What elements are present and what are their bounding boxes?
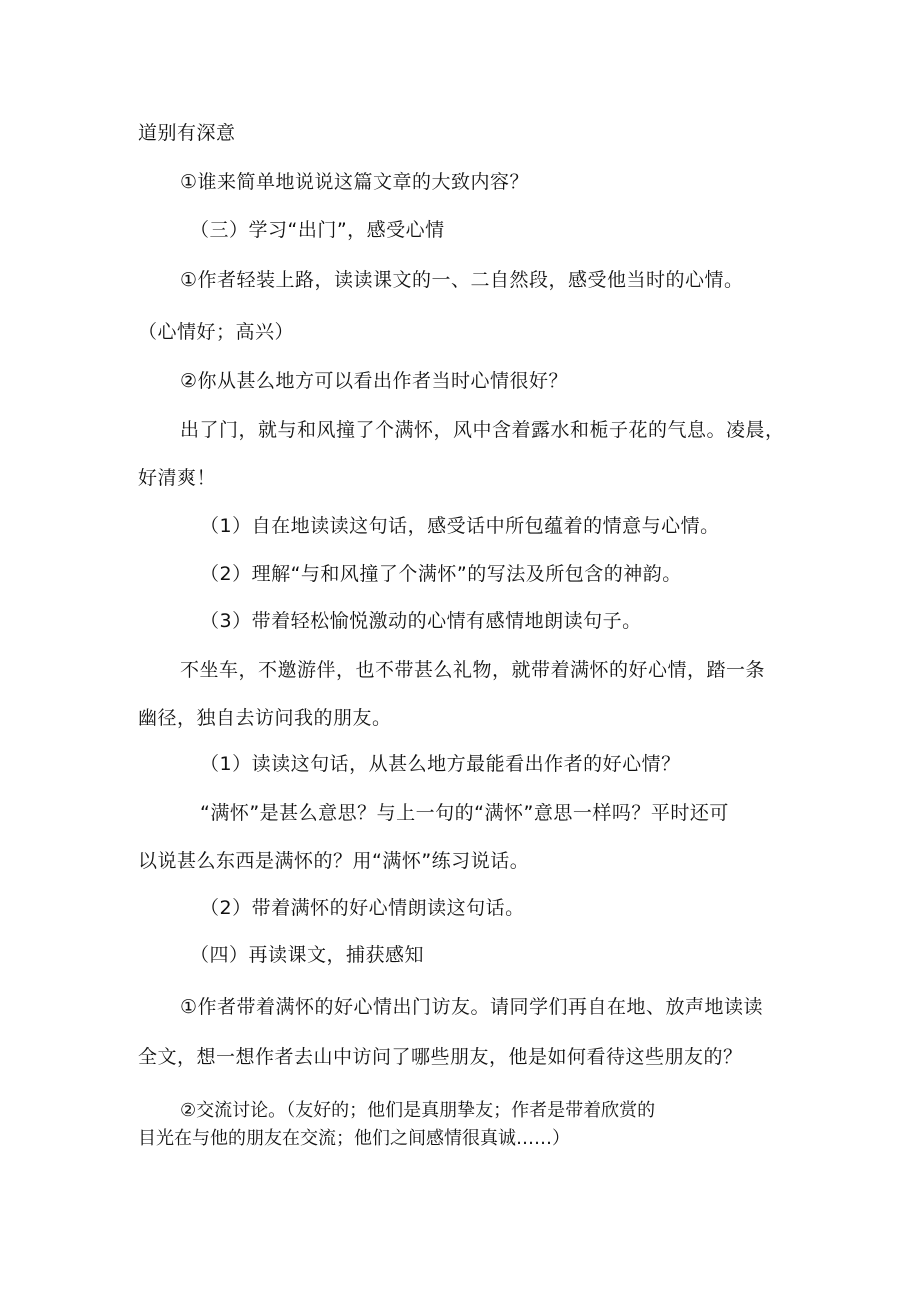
section-heading-3: （三）学习“出门”，感受心情 [190, 219, 445, 241]
text-line-22: 目光在与他的朋友在交流；他们之间感情很真诚……） [138, 1128, 570, 1149]
text-line-1: 道别有深意 [138, 122, 236, 144]
text-line-9: （1）自在地读读这句话，感受话中所包蕴着的情意与心情。 [200, 515, 720, 537]
text-line-14: （1）读读这句话，从甚么地方最能看出作者的好心情？ [200, 753, 681, 775]
text-line-21: ②交流讨论。（友好的；他们是真朋挚友；作者是带着欣赏的 [180, 1100, 656, 1121]
section-heading-18: （四）再读课文，捕获感知 [190, 944, 425, 966]
text-line-7: 出了门，就与和风撞了个满怀，风中含着露水和栀子花的气息。凌晨， [180, 419, 785, 441]
text-line-8: 好清爽！ [138, 467, 217, 489]
text-line-19: ①作者带着满怀的好心情出门访友。请同学们再自在地、放声地读读 [180, 996, 764, 1018]
text-line-16: 以说甚么东西是满怀的？用“满怀”练习说话。 [138, 850, 530, 872]
text-line-6: ②你从甚么地方可以看出作者当时心情很好？ [180, 370, 569, 392]
text-line-15: “满怀”是甚么意思？与上一句的“满怀”意思一样吗？平时还可 [200, 802, 729, 824]
text-line-20: 全文，想一想作者去山中访问了哪些朋友，他是如何看待这些朋友的？ [138, 1046, 743, 1068]
text-line-12: 不坐车，不邀游伴，也不带甚么礼物，就带着满怀的好心情，踏一条 [180, 659, 766, 681]
text-line-4: ①作者轻装上路，读读课文的一、二自然段，感受他当时的心情。 [180, 269, 744, 291]
text-line-11: （3）带着轻松愉悦激动的心情有感情地朗读句子。 [200, 610, 642, 632]
text-line-5: （心情好；高兴） [138, 321, 295, 343]
text-line-2: ①谁来简单地说说这篇文章的大致内容？ [180, 171, 530, 193]
text-line-13: 幽径，独自去访问我的朋友。 [138, 707, 392, 729]
text-line-17: （2）带着满怀的好心情朗读这句话。 [200, 897, 525, 919]
text-line-10: （2）理解“与和风撞了个满怀”的写法及所包含的神韵。 [200, 563, 682, 585]
